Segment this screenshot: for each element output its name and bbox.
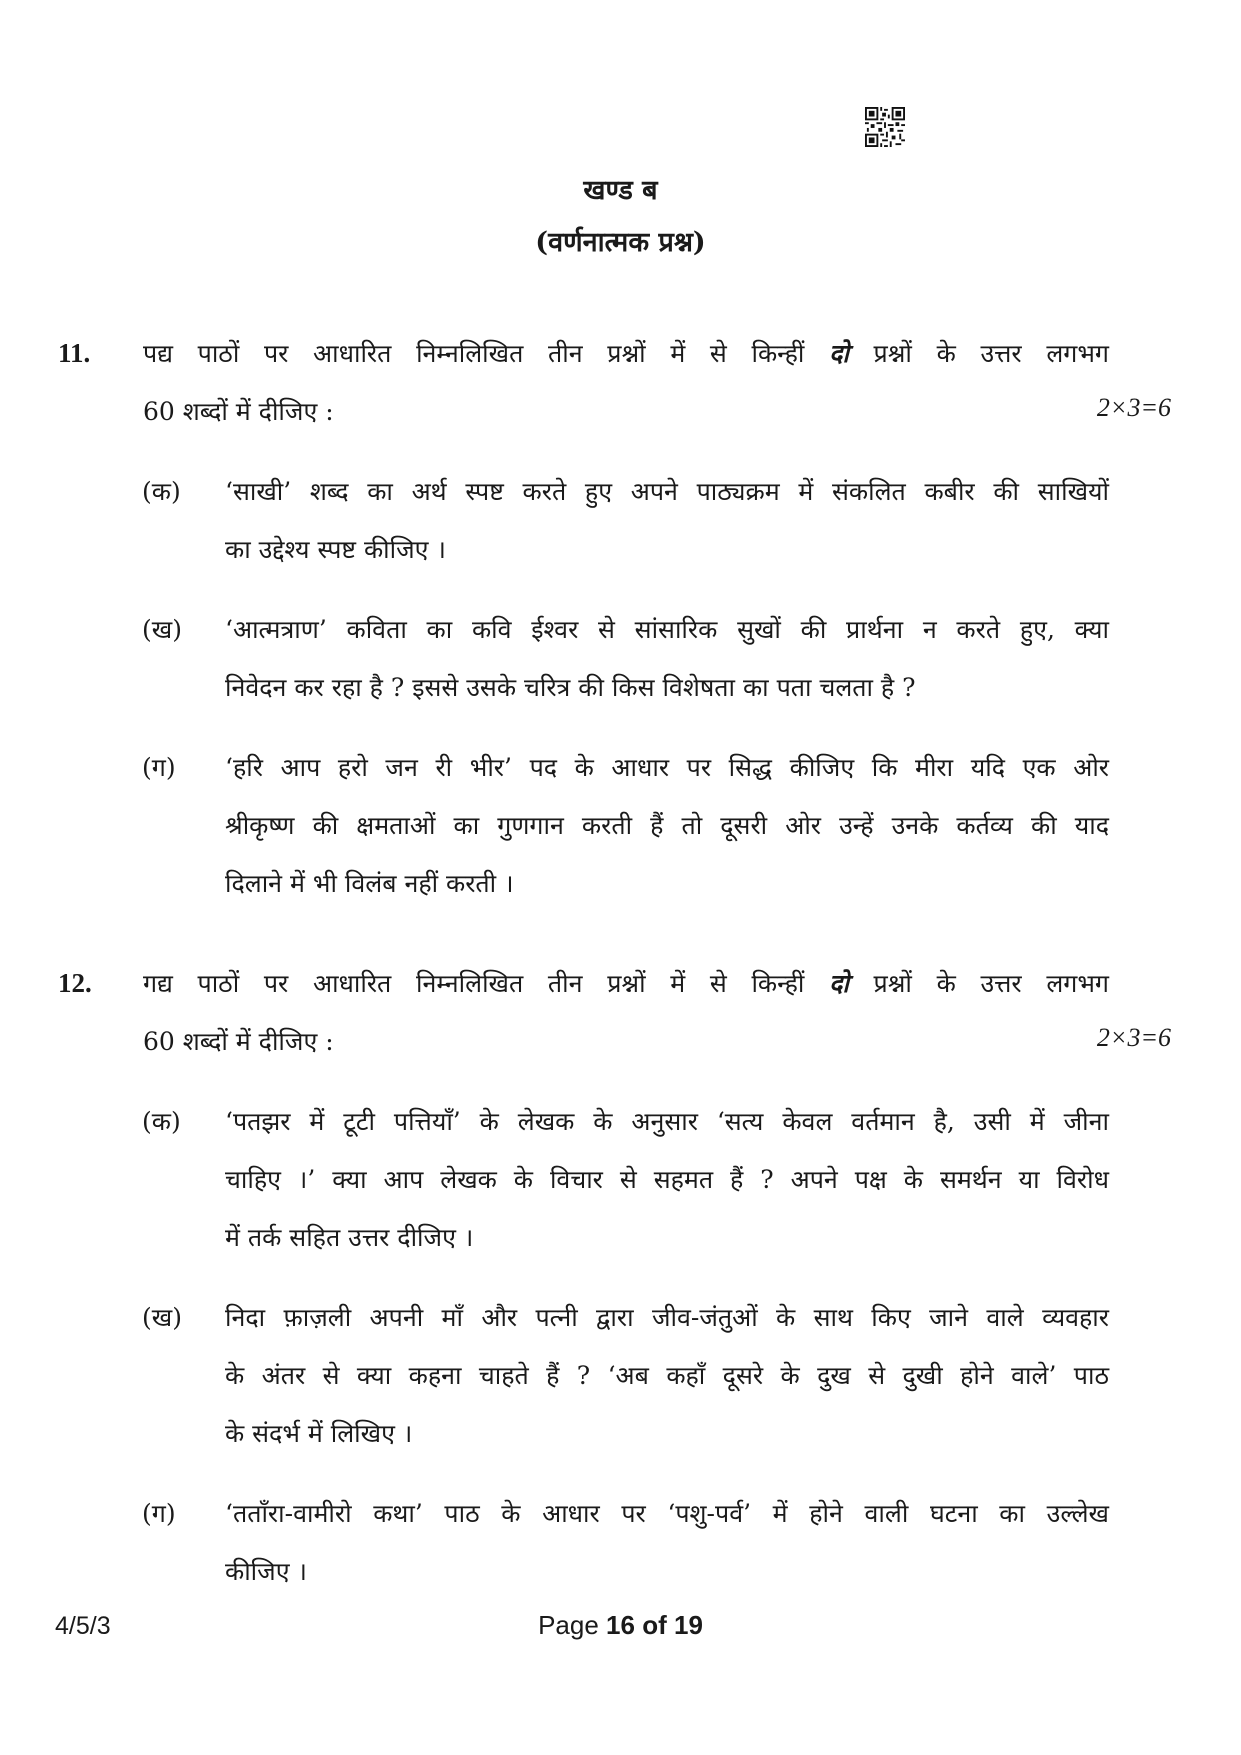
sub-question-line: के अंतर से क्या कहना चाहते हैं ? ‘अब कहाँ दूसरे के दुख से दुखी होने वाले’ पाठ [225,1361,1109,1390]
section-title: खण्ड ब [583,175,658,206]
sub-question-line: निवेदन कर रहा है ? इससे उसके चरित्र की किस विशेषता का पता चलता है ? [225,673,916,702]
page-current: 16 [606,1610,635,1640]
sub-question-label: (ख) [142,615,182,644]
sub-question-line: ‘आत्मत्राण’ कविता का कवि ईश्वर से सांसारिक सुखों की प्रार्थना न करते हुए, क्या [225,615,1109,644]
question-intro-line: 60 शब्दों में दीजिए : [143,1027,334,1056]
question-number: 12. [58,968,92,998]
sub-question-line: ‘तताँरा-वामीरो कथा’ पाठ के आधार पर ‘पशु-पर्व’ में होने वाली घटना का उल्लेख [225,1499,1109,1528]
sub-question-label: (ग) [142,1499,176,1528]
sub-question-line: ‘पतझर में टूटी पत्तियाँ’ के लेखक के अनुसार ‘सत्य केवल वर्तमान है, उसी में जीना [225,1107,1109,1136]
sub-question-line: के संदर्भ में लिखिए । [225,1419,413,1448]
question-number: 11. [58,338,91,368]
sub-question-line: चाहिए ।’ क्या आप लेखक के विचार से सहमत हैं ? अपने पक्ष के समर्थन या विरोध [225,1165,1109,1194]
sub-question-line: में तर्क सहित उत्तर दीजिए । [225,1223,474,1252]
sub-question-line: कीजिए । [225,1557,307,1586]
question-intro-text: प्रश्नों के उत्तर लगभग [873,339,1109,368]
sub-question-line: ‘हरि आप हरो जन री भीर’ पद के आधार पर सिद्ध कीजिए कि मीरा यदि एक ओर [225,753,1109,782]
sub-question-label: (क) [142,1107,181,1136]
question-intro-line [143,966,1109,1000]
marks-label: 2×3=6 [1096,393,1171,422]
question-intro-line [143,336,1109,370]
sub-question-label: (ख) [142,1303,182,1332]
page-indicator [0,1610,1241,1641]
sub-question-line: श्रीकृष्ण की क्षमताओं का गुणगान करती हैं तो दूसरी ओर उन्हें उनके कर्तव्य की याद [225,811,1109,840]
question-intro-line: 60 शब्दों में दीजिए : [143,397,334,426]
sub-question-label: (क) [142,477,181,506]
page-of: of [642,1610,667,1640]
question-emphasis: दो [829,969,849,998]
qr-code-icon [865,107,905,147]
marks-label: 2×3=6 [1096,1023,1171,1052]
page-total: 19 [673,1610,703,1640]
question-intro-text: गद्य पाठों पर आधारित निम्नलिखित तीन प्रश्नों में से किन्हीं [143,969,805,998]
question-intro-text: प्रश्नों के उत्तर लगभग [873,969,1110,998]
sub-question-line: दिलाने में भी विलंब नहीं करती । [225,869,514,898]
page-prefix: Page [538,1610,599,1640]
sub-question-line: ‘साखी’ शब्द का अर्थ स्पष्ट करते हुए अपने पाठ्यक्रम में संकलित कबीर की साखियों [225,477,1109,506]
sub-question-line: का उद्देश्य स्पष्ट कीजिए । [225,535,446,564]
question-emphasis: दो [829,339,849,368]
question-intro-text: पद्य पाठों पर आधारित निम्नलिखित तीन प्रश्नों में से किन्हीं [143,339,805,368]
section-subtitle: (वर्णनात्मक प्रश्न) [535,227,706,258]
paper-code: 4/5/3 [55,1612,111,1640]
sub-question-line: निदा फ़ाज़ली अपनी माँ और पत्नी द्वारा जीव-जंतुओं के साथ किए जाने वाले व्यवहार [225,1303,1109,1332]
sub-question-label: (ग) [142,753,176,782]
